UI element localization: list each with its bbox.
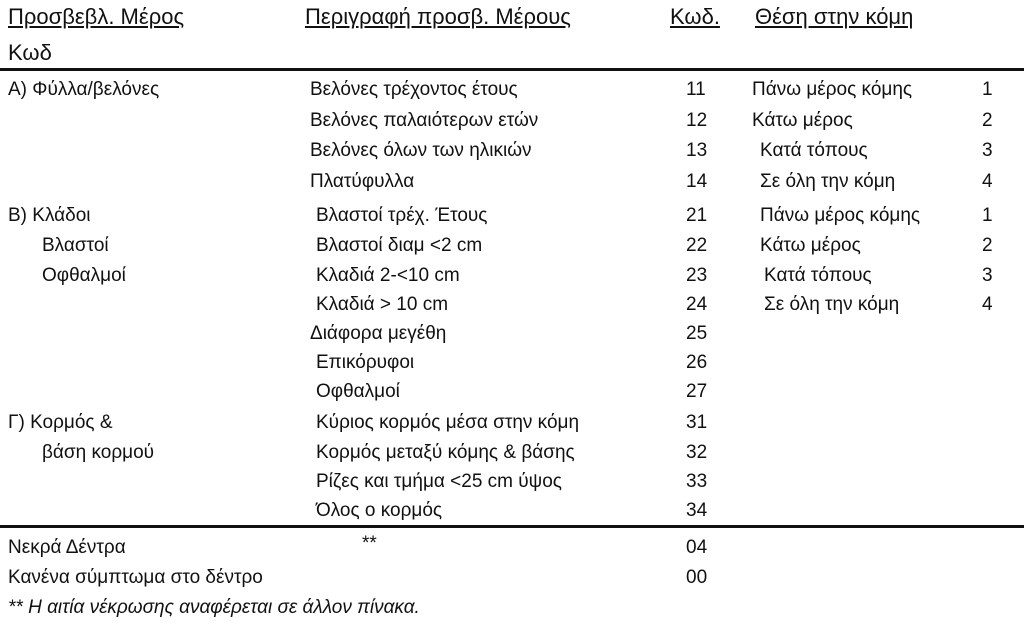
table-row-desc: Κορμός μεταξύ κόμης & βάσης [316,442,575,463]
table-row-code: 24 [686,294,708,315]
table-row-position: Πάνω μέρος κόμης [760,205,921,226]
table-row-desc: Κλαδιά 2-<10 cm [316,265,460,286]
table-row-code: 25 [686,323,708,344]
table-row-code: 22 [686,235,708,256]
table-row-code: 21 [686,205,708,226]
table-row-position: Κάτω μέρος [752,110,853,131]
group-b-label: B) Κλάδοι [8,205,91,226]
table-row-position: Κατά τόπους [760,140,868,161]
table-row-desc: Επικόρυφοι [316,352,415,373]
no-symptom-code: 00 [686,567,708,588]
no-symptom-label: Κανένα σύμπτωμα στο δέντρο [8,567,263,588]
table-row-position: Σε όλη την κόμη [760,171,896,192]
footer-divider [0,525,1024,528]
header-crown-position: Θέση στην κόμη [755,4,914,29]
dead-trees-mark: ** [362,533,377,554]
dead-trees-code: 04 [686,537,708,558]
group-b-sublabel: Οφθαλμοί [42,265,126,286]
table-row-desc: Βελόνες παλαιότερων ετών [310,110,539,131]
table-row-position: Κάτω μέρος [760,235,861,256]
table-row-desc: Όλος ο κορμός [316,500,443,521]
table-row-code: 14 [686,171,708,192]
table-row-position-code: 4 [982,171,993,192]
group-c-sublabel: βάση κορμού [42,442,155,463]
table-row-desc: Οφθαλμοί [316,381,400,402]
dead-trees-label: Νεκρά Δέντρα [8,537,126,558]
table-row-desc: Κύριος κορμός μέσα στην κόμη [316,412,580,433]
table-row-code: 31 [686,412,708,433]
table-row-desc: Βλαστοί διαμ <2 cm [316,235,483,256]
group-b-sublabel: Βλαστοί [42,235,109,256]
table-row-position-code: 1 [982,205,993,226]
table-row-code: 33 [686,471,708,492]
group-a-label: A) Φύλλα/βελόνες [8,79,160,100]
table-row-code: 12 [686,110,708,131]
table-row-code: 26 [686,352,708,373]
table-row-code: 27 [686,381,708,402]
table-row-code: 13 [686,140,708,161]
table-row-desc: Βελόνες όλων των ηλικιών [310,140,532,161]
table-row-position-code: 2 [982,235,993,256]
header-divider [0,68,1024,71]
table-row-position-code: 1 [982,79,993,100]
header-affected-part-code: Κωδ [8,40,52,65]
table-row-code: 34 [686,500,708,521]
table-row-position-code: 2 [982,110,993,131]
header-code: Κωδ. [670,4,720,29]
footnote: ** Η αιτία νέκρωσης αναφέρεται σε άλλον πίνακα. [8,597,420,618]
header-affected-part: Προσβεβλ. Μέρος [8,4,185,29]
table-row-position-code: 4 [982,294,993,315]
table-row-position-code: 3 [982,265,993,286]
table-row-desc: Ρίζες και τμήμα <25 cm ύψος [316,471,562,492]
group-c-label: Γ) Κορμός & [8,412,113,433]
table-row-desc: Πλατύφυλλα [310,171,415,192]
table-row-position: Κατά τόπους [764,265,872,286]
table-row-position: Σε όλη την κόμη [764,294,900,315]
table-row-desc: Κλαδιά > 10 cm [316,294,449,315]
header-description: Περιγραφή προσβ. Μέρους [305,4,571,29]
table-row-desc: Βελόνες τρέχοντος έτους [310,79,518,100]
table-row-desc: Βλαστοί τρέχ. Έτους [316,205,488,226]
table-row-position: Πάνω μέρος κόμης [752,79,913,100]
table-row-code: 23 [686,265,708,286]
table-row-code: 11 [686,79,706,100]
table-row-desc: Διάφορα μεγέθη [310,323,447,344]
table-row-code: 32 [686,442,708,463]
table-row-position-code: 3 [982,140,993,161]
